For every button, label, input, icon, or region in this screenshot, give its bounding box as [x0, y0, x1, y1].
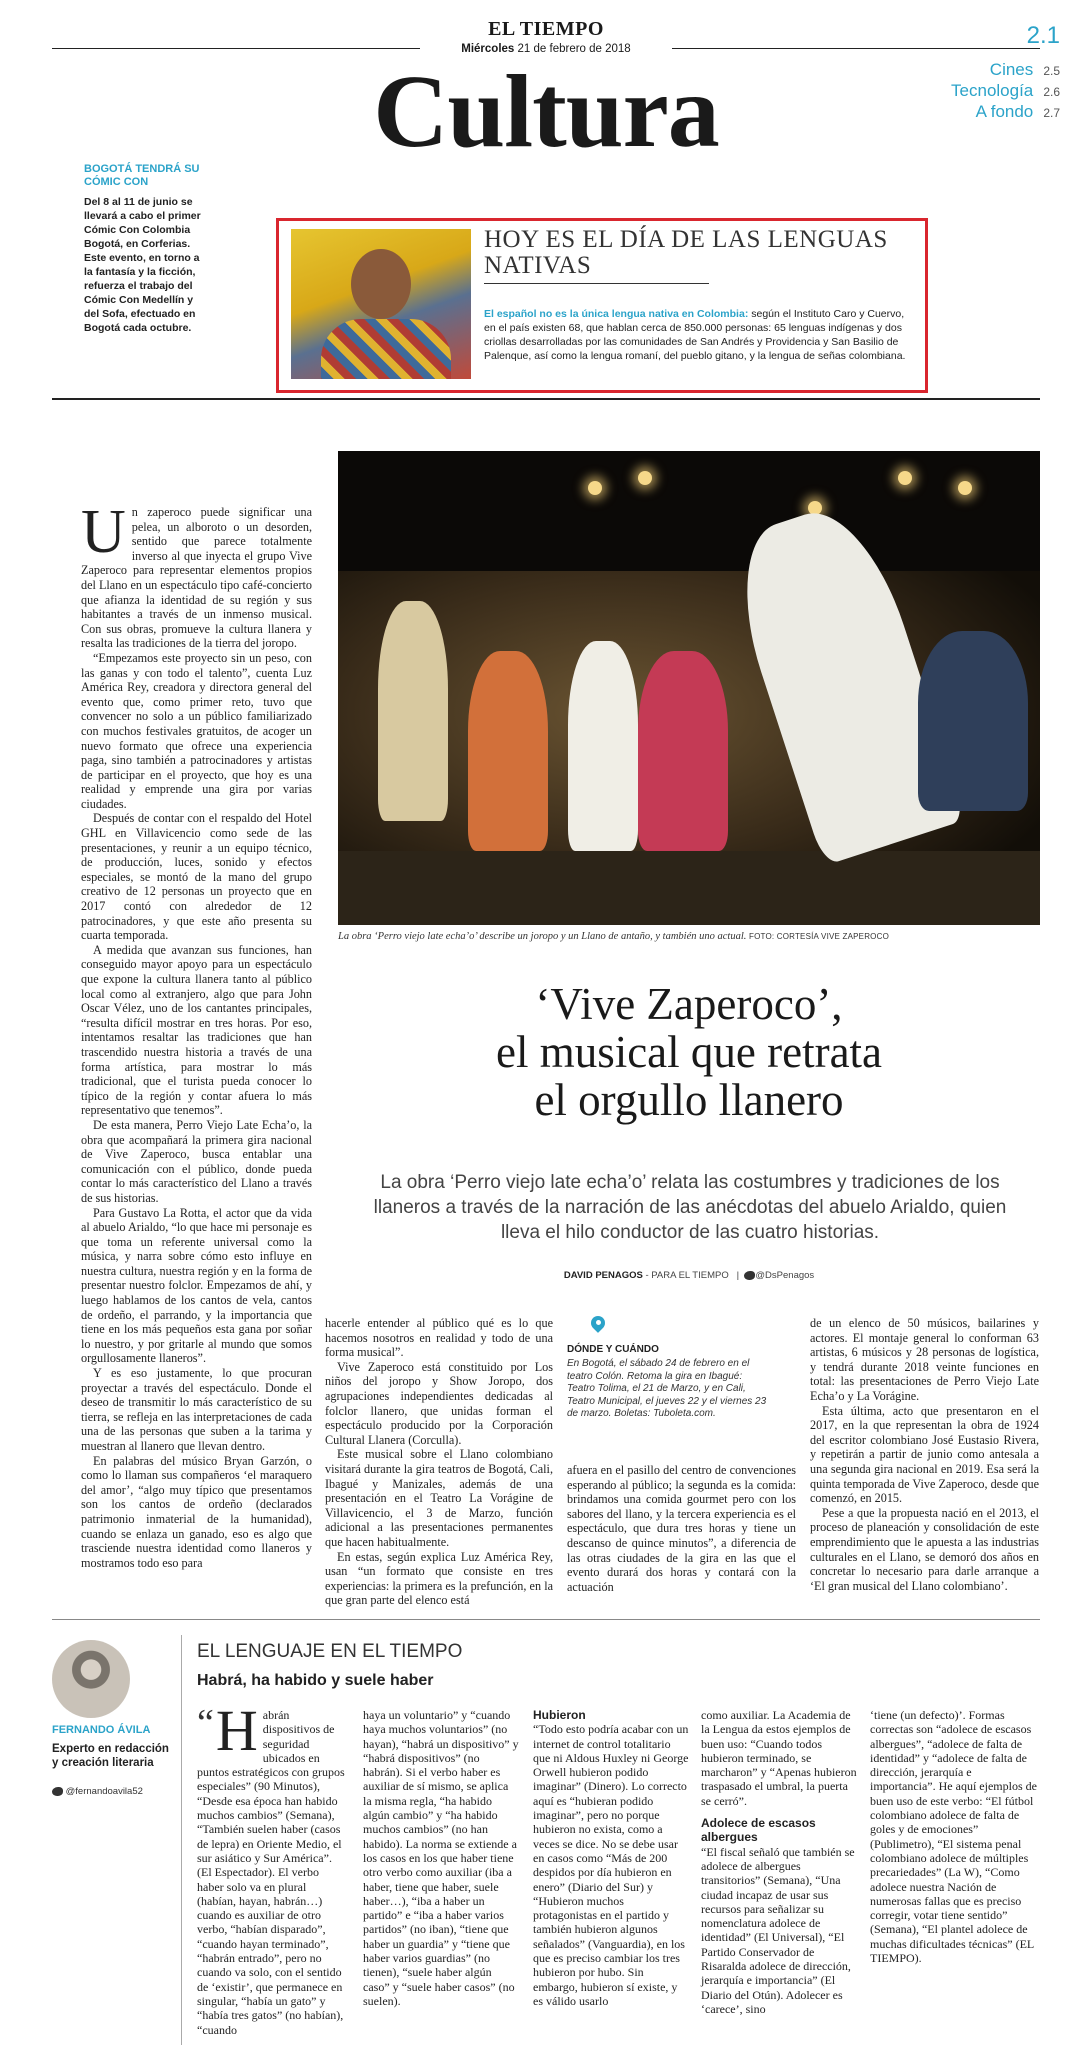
location-pin-icon: [591, 1316, 605, 1334]
column-text-2: haya un voluntario” y “cuando haya muchos voluntarios” (no hayan), “habrá un dispositivo” y “habrá dispositivos” (no habrán). Si el verbo haber es auxiliar de sí mismo, se aplica la misma regla, “ha habido algún cambio” y “ha habido muchos cambios” (no han habido). La norma se extiende a los casos en los que haber tiene otro verbo como auxiliar (iba a haber, tiene que haber, suele haber…), “iba a haber un partido” e “iba a haber varios partidos” (no iban), “tiene que haber un guardia” y “tiene que haber varios guardias” (no tienen), “suele haber algún caso” y “suele haber casos” (no suelen).: [363, 1708, 519, 2008]
section-rule: [52, 398, 1040, 400]
quote-mark-icon: “: [197, 1702, 214, 1744]
index-item[interactable]: Tecnología 2.6: [951, 81, 1060, 100]
info-text: En Bogotá, el sábado 24 de febrero en el teatro Colón. Retoma la gira en Ibagué: Teatro Tolima, el 21 de Marzo, y en Cali, Teatro Municipal, el jueves 22 y el viernes 23 de marzo. Boletas: Tuboleta.com.: [567, 1358, 767, 1419]
index-item[interactable]: Cines 2.5: [989, 60, 1060, 79]
twitter-icon: [744, 1271, 755, 1280]
column-text-1: “ H abrán dispositivos de seguridad ubicados en puntos estratégicos con grupos especiales” (90 Minutos), “Desde esa época han habido muchos cambios” (Semana), “También suelen haber (casos de lepra) en Oriente Medio, el sur asiático y Sur América”. (El Espectador). El verbo haber solo va en plural (habían, hayan, habrán…) cuando es auxiliar de otro verbo, “habían disparado”, “cuando hayan terminado”, “habrán entrado”, pero no cuando va solo, con el sentido de ‘existir’, que permanece en singular, “había un gato” y “había tres gatos” (no habían), “cuando: [197, 1698, 345, 2037]
native-languages-feature: [276, 218, 928, 393]
column-text-4: como auxiliar. La Academia de la Lengua da estos ejemplos de buen uso: “Cuando todos hubieron terminado, se marcharon” y “Apenas hubieron traspasado el umbral, la puerta se cerró”. Adolece de escasos albergues “El fiscal señaló que también se adolece de albergues transitorios” (Semana), “Una ciudad incapaz de usar sus recursos para señalizar su nomenclatura adolece de identidad” (El Universal), “El Partido Conservador de Risaralda adolece de dirección, jerarquía e importancia” (El Diario del Otún). Adolecer es ‘carece’, sino: [701, 1708, 857, 2016]
column-text-3: Hubieron “Todo esto podría acabar con un internet de control totalitario que ni Aldous Huxley ni George Orwell hubieron podido imaginar” (Dinero). Lo correcto aquí es “hubieran podido imaginar”, pero no porque hubieron no exista, como a veces se dice. No se debe usar en casos como “Más de 200 despidos por día hubieron en enero” (Diario del Sur) y “Hubieron muchos protagonistas en el partido y también hubieron algunos señalados” (Vanguardia), en los que es preciso cambiar los tres hubieron por hubo. Sin embargo, hubieron sí existe, y es válido usarlo: [533, 1708, 689, 2008]
feature-photo: [291, 229, 471, 379]
dropcap: U: [81, 498, 126, 566]
section-index: [951, 60, 1060, 123]
column-text-5: ‘tiene (un defecto)’. Formas correctas son “adolece de escasos albergues”, “adolece de falta de identidad” y “adolece de falta de dirección, jerarquía e importancia”. He aquí ejemplos de buen uso de este verbo: “El fútbol colombiano adolece de falta de goles y de emociones” (Publimetro), “El sistema penal colombiano adolece de múltiples precariedades” (La W), “Como adolece nuestra Nación de numerosas fallas que es preciso corregir, votar tiene sentido” (Semana), “El plantel adolece de muchas dificultades técnicas” (EL TIEMPO).: [870, 1708, 1037, 1966]
photo-caption: La obra ‘Perro viejo late echa’o’ describe un joropo y un Llano de antaño, y también uno actual. FOTO: CORTESÍA VIVE ZAPEROCO: [338, 931, 889, 942]
feature-text: El español no es la única lengua nativa en Colombia: según el Instituto Caro y Cuervo, en el país existen 68, que hablan cerca de 850.000 personas: 65 lenguas indígenas y dos criollas desarrolladas por las comunidades de San Andrés y Providencia y San Basilio de Palenque, así como la lengua romaní, del pueblo gitano, y la lengua de señas colombiana.: [484, 308, 906, 362]
article-column-3: afuera en el pasillo del centro de convenciones esperando al público; la segunda es la comida: brindamos una comida gourmet pero con los sabores del llano, y la tercera experiencia es el espectáculo, que dura tres horas y tiene un descanso de quince minutos”, a diferencia de las otras ciudades de la gira en las que el evento durará dos horas y contará con la actuación: [567, 1463, 796, 1594]
brief-text: Del 8 al 11 de junio se llevará a cabo el primer Cómic Con Colombia Bogotá, en Corferias. Este evento, en torno a la fantasía y la ficción, refuerza el trabajo del Cómic Con Medellín y del Sofa, efectuado en Bogotá cada octubre.: [84, 196, 201, 334]
column-author-role: Experto en redacción y creación literaria: [52, 1743, 169, 1769]
dropcap: H: [215, 1698, 258, 1763]
comic-con-brief: [84, 163, 210, 335]
byline: DAVID PENAGOS - PARA EL TIEMPO | @DsPenagos: [563, 1270, 815, 1281]
article-column-1: Un zaperoco puede significar una pelea, un alboroto o un desorden, sentido que parece totalmente inverso al que inyecta el grupo Vive Zaperoco para representar elementos propios del Llano en un espectáculo tipo café-concierto que afianza la identidad de su región y sus habitantes a través de un inmenso musical. Con sus obras, promueve la cultura llanera y resalta las tradiciones de la tierra del joropo. “Empezamos este proyecto sin un peso, con las ganas y con todo el talento”, cuenta Luz América Rey, creadora y directora general del evento que, como primer reto, tuvo que convencer no solo a un público familiarizado con muchos festivales gratuitos, de acoger un nuevo formato que ofrece una experiencia paga, sino también a patrocinadores y artistas de participar en el proyecto, que hoy es una realidad y emprende una gira por varias ciudades. Después de contar con el respaldo del Hotel GHL en Villavicencio como sede de las presentaciones, y reunir a un equipo técnico, de producción, luces, sonido y efectos especiales, se montó de la mano del grupo creativo de 12 personas un proyecto que en 2017 contó con alrededor de 12 patrocinadores, y que este año presenta su cuarta temporada. A medida que avanzan sus funciones, han conseguido mayor apoyo para un espectáculo que expone la cultura llanera tanto al público local como al extranjero, algo que para John Oscar Vélez, uno de los cantantes principales, “resulta difícil mostrar en tres horas. Por eso, intentamos resaltar las tradiciones que han trascendido nuestra historia a través de una forma artística, para mostrar lo más tradicional, que el turista pueda conocer lo típico de la región y contar afuera lo más representativo que tenemos”. De esta manera, Perro Viejo Late Echa’o, la obra que acompañará la primera gira nacional de Vive Zaperoco, busca entablar una comunicación con el público, donde pueda contar lo más característico del Llano a través de sus historias. Para Gustavo La Rotta, el actor que da vida al abuelo Arialdo, “lo que hace mi personaje es que toma un referente universal como la música, y narra sobre cómo esto influye en nuestra cultura, nuestra región y en la forma de presentar nuestro folclor. Empezamos de ahí, y luego hablamos de los cantos de vela, cantos de ordeño, el parrando, y la importancia que tiene en los más pequeños esta gana por soñar lo nuestro, y por gritarle al mundo que somos orgullosamente llaneros”. Y es eso justamente, lo que procuran proyectar a través del espectáculo. Donde el deseo de transmitir lo más característico de su tierra, se refleja en las interpretaciones de cada una de las personas que suben a la tarima y muestran al llanero que llevan dentro. En palabras del músico Bryan Garzón, o como lo llaman sus compañeros ‘el maraquero del amor’, “algo muy típico que presentamos son los cantos de ordeño (declarados patrimonio inmaterial de la humanidad), cuando se enlaza un ganado, eso es algo que trasciende nuestra identidad como llaneros y mostramos todo eso para: [81, 498, 312, 1570]
page-number: 2.1: [1026, 22, 1060, 49]
byline-handle[interactable]: @DsPenagos: [755, 1270, 815, 1281]
info-title: DÓNDE Y CUÁNDO: [567, 1344, 659, 1355]
dateline-date: 21 de febrero de 2018: [517, 43, 631, 55]
where-when-box: [567, 1316, 767, 1421]
dateline-day: Miércoles: [461, 43, 515, 55]
column-author: FERNANDO ÁVILA: [52, 1724, 151, 1736]
author-divider: [181, 1635, 182, 2045]
photo-credit: FOTO: CORTESÍA VIVE ZAPEROCO: [749, 932, 889, 941]
article-column-2: hacerle entender al público qué es lo que hacemos nosotros en realidad y todo de una forma musical”. Vive Zaperoco está constituido por Los niños del joropo y Show Joropo, dos agrupaciones independientes dedicadas al folclor llanero, que unidas forman el espectáculo producido por la Corporación Cultural Llanera (Corculla). Este musical sobre el Llano colombiano visitará durante la gira teatros de Bogotá, Cali, Ibagué y Manizales, además de una presentación en el Teatro La Vorágine de Villavicencio, el 3 de Marzo, función adicional a las presentaciones permanentes que hacen habitualmente. En estas, según explica Luz América Rey, usan “un formato que consiste en tres experiencias: la primera es la prefunción, en la que gran parte del elenco está: [325, 1316, 553, 1608]
subhead: Adolece de escasos albergues: [701, 1816, 816, 1845]
article-column-4: de un elenco de 50 músicos, bailarines y actores. El montaje general lo conforman 63 artistas, 6 músicos y 28 personas de logística, y tendrá durante 2018 veinte funciones en total: las presentaciones de Perro Viejo Late Echa’o y La Vorágine. Esta última, acto que presentaron en el 2017, en la que representan la obra de 1924 del escritor colombiano José Eustasio Rivera, y repetirán a partir de junio como antesala a una segunda gira nacional en 2019. Esa será la quinta temporada de Vive Zaperoco, desde que comenzó, en 2015. Pese a que la propuesta nació en el 2013, el proceso de planeación y consolidación de este emprendimiento que le apuesta a las industrias culturales en el Llano, se demoró dos años en concretar lo necesario para darle arranque a ‘El gran musical del Llano colombiano’.: [810, 1316, 1039, 1593]
column-title: Habrá, ha habido y suele haber: [197, 1672, 434, 1689]
column-author-handle[interactable]: @fernandoavila52: [52, 1786, 176, 1797]
subhead: Hubieron: [533, 1708, 586, 1722]
article-deck: La obra ‘Perro viejo late echa’o’ relata las costumbres y tradiciones de los llaneros a través de la narración de las anécdotas del abuelo Arialdo, quien lleva el hilo conductor de las cuatro historias.: [373, 1172, 1007, 1243]
section-title: Cultura: [373, 54, 719, 169]
avatar: [52, 1640, 130, 1718]
column-divider: [52, 1619, 1040, 1620]
brief-title: BOGOTÁ TENDRÁ SU CÓMIC CON: [84, 163, 200, 188]
twitter-icon: [52, 1787, 63, 1796]
article-headline: ‘Vive Zaperoco’, el musical que retrata el orgullo llanero: [495, 979, 883, 1125]
byline-author: DAVID PENAGOS: [563, 1270, 643, 1281]
feature-lead: El español no es la única lengua nativa en Colombia:: [484, 308, 749, 320]
feature-heading: HOY ES EL DÍA DE LAS LENGUAS NATIVAS: [484, 227, 904, 284]
column-section: EL LENGUAJE EN EL TIEMPO: [197, 1641, 463, 1662]
index-item[interactable]: A fondo 2.7: [975, 102, 1060, 121]
dance-performance-photo: [338, 451, 1040, 925]
newspaper-masthead: EL TIEMPO: [488, 18, 604, 40]
